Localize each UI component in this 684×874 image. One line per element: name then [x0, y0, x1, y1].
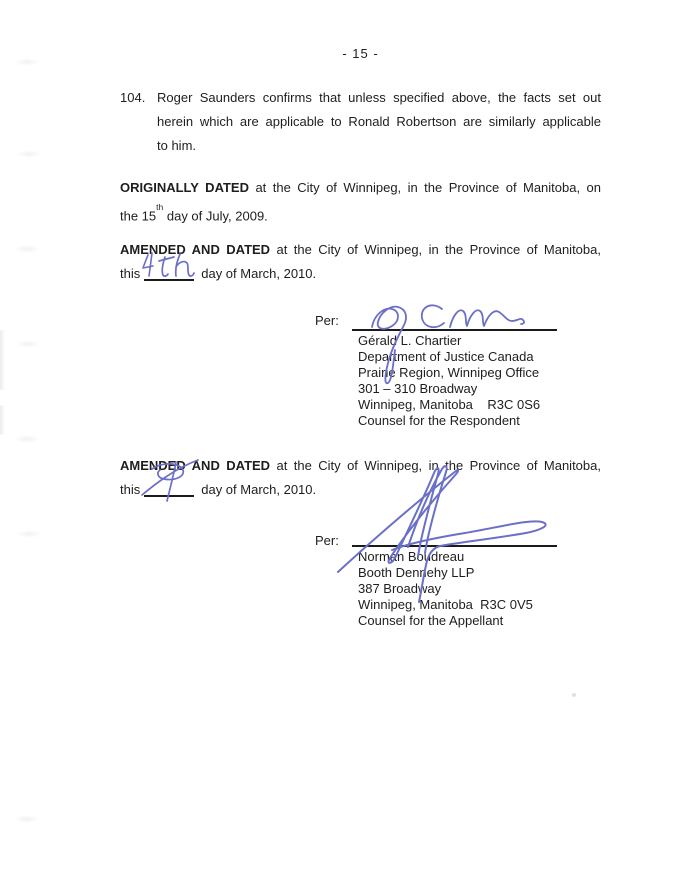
signatory-org: Booth Dennehy LLP [358, 565, 475, 580]
signatory-name: Gérald L. Chartier [358, 333, 462, 348]
signatory-street: 301 – 310 Broadway [358, 381, 478, 396]
signatory-role: Counsel for the Respondent [358, 413, 520, 428]
bold-lead: AMENDED AND DATED [120, 458, 271, 473]
scan-artifact [14, 245, 40, 253]
signatory-street: 387 Broadway [358, 581, 442, 596]
date-blank-line [144, 265, 194, 281]
page-number: - 15 - [342, 46, 379, 61]
paragraph-number: 104. [120, 90, 146, 105]
scan-edge-mark [0, 330, 5, 390]
scan-artifact [16, 150, 42, 158]
scan-artifact [16, 530, 42, 538]
dated-line: ORIGINALLY DATED at the City of Winnipeg, in the Province of Manitoba, on [120, 180, 601, 195]
signatory-org: Department of Justice Canada [358, 349, 534, 364]
date-blank-line [144, 481, 194, 497]
dated-line: this day of March, 2010. [120, 482, 317, 497]
dated-line: this day of March, 2010. [120, 266, 317, 281]
per-label: Per: [315, 313, 339, 328]
scan-artifact [15, 340, 41, 348]
signatory-city: Winnipeg, Manitoba R3C 0S6 [358, 397, 541, 412]
signatory-block-appellant [358, 549, 533, 629]
dated-line: AMENDED AND DATED at the City of Winnipeg, in the Province of Manitoba, [120, 242, 601, 257]
dated-line: AMENDED AND DATED at the City of Winnipeg, in the Province of Manitoba, [120, 458, 601, 473]
dated-line: the 15th day of July, 2009. [120, 202, 268, 224]
paragraph-line: Roger Saunders confirms that unless specified above, the facts set out [157, 90, 601, 105]
paragraph-line: to him. [157, 138, 197, 153]
per-label: Per: [315, 533, 339, 548]
paragraph-line: herein which are applicable to Ronald Robertson are similarly applicable [157, 114, 601, 129]
ordinal-superscript: th [156, 202, 164, 212]
signatory-city: Winnipeg, Manitoba R3C 0V5 [358, 597, 533, 612]
scan-artifact [14, 58, 40, 66]
bold-lead: ORIGINALLY DATED [120, 180, 249, 195]
signatory-block-respondent [358, 333, 540, 429]
signature-rule [352, 329, 557, 331]
paragraph-body [157, 86, 601, 158]
scan-artifact [14, 815, 40, 823]
scan-artifact [14, 435, 40, 443]
signatory-name: Norman Boudreau [358, 549, 465, 564]
signatory-role: Counsel for the Appellant [358, 613, 504, 628]
paragraph-104 [120, 86, 601, 158]
scan-edge-mark [0, 405, 5, 435]
originally-dated-paragraph [120, 176, 601, 224]
amended-dated-paragraph-2 [120, 454, 601, 502]
bold-lead: AMENDED AND DATED [120, 242, 271, 257]
scan-speck [572, 693, 576, 697]
signature-rule [352, 545, 557, 547]
signatory-office: Prairie Region, Winnipeg Office [358, 365, 540, 380]
amended-dated-paragraph-1 [120, 238, 601, 286]
